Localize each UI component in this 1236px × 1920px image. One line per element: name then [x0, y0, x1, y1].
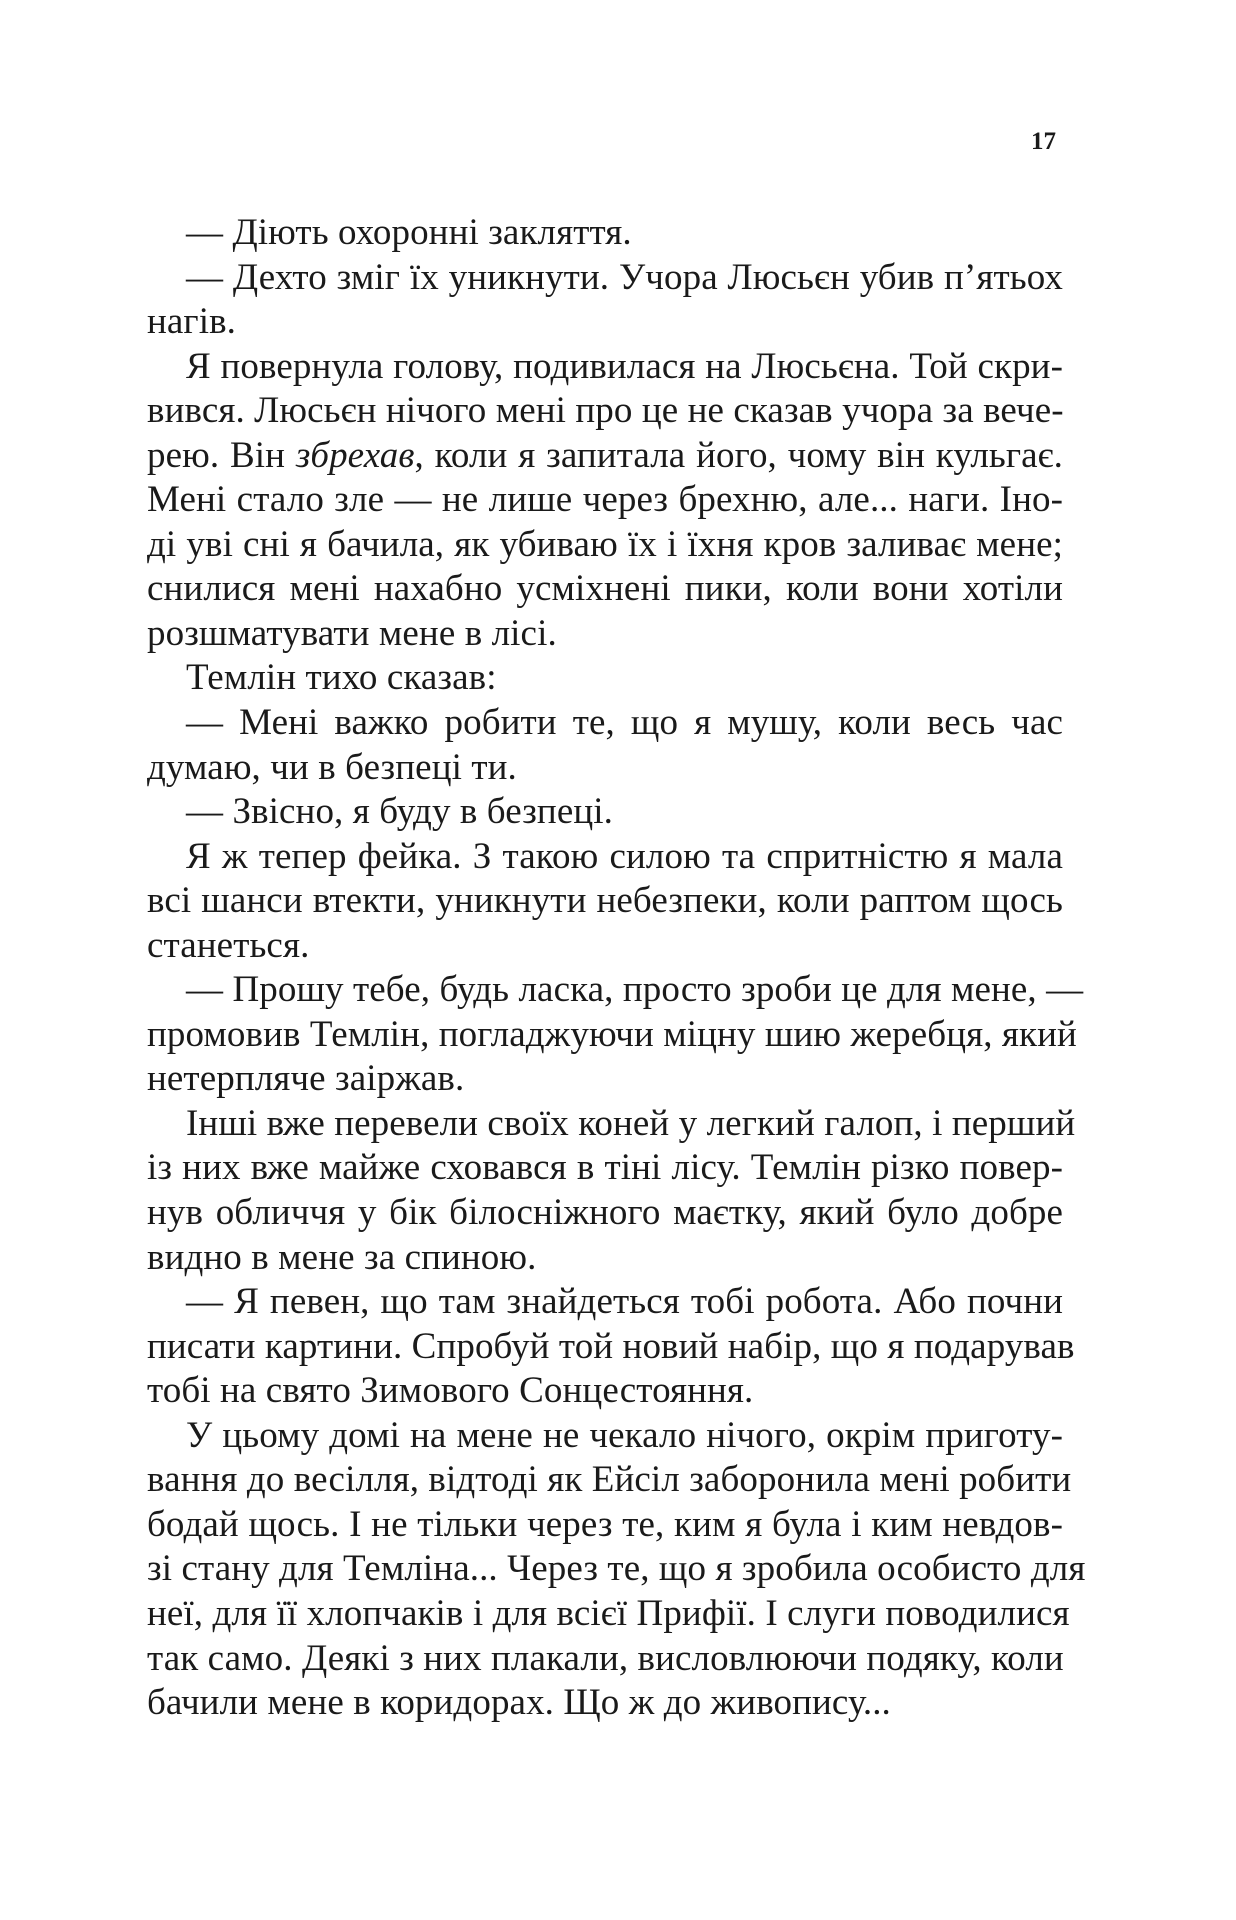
- text-line: — Діють охоронні закляття.: [186, 212, 632, 253]
- text-segment: , коли я запитала його, чому він кульгає.: [414, 434, 1063, 476]
- text-line: писати картини. Спробуй той новий набір, що я подарував: [147, 1325, 1075, 1367]
- text-line: — Мені важко робити те, що я мушу, коли весь час: [186, 702, 1063, 744]
- text-line: бодай щось. І не тільки через те, ким я була і ким невдов-: [147, 1503, 1063, 1545]
- text-line: Інші вже перевели своїх коней у легкий галоп, і перший: [186, 1102, 1076, 1144]
- text-line: вання до весілля, відтоді як Ейсіл заборонила мені робити: [147, 1459, 1072, 1501]
- text-line: нетерпляче заіржав.: [147, 1058, 465, 1100]
- text-line: — Дехто зміг їх уникнути. Учора Люсьєн убив п’ятьох: [186, 256, 1063, 298]
- text-line: Мені стало зле — не лише через брехню, але... наги. Іно-: [147, 479, 1063, 521]
- text-line: нагів.: [147, 301, 236, 343]
- text-line: ді уві сні я бачила, як убиваю їх і їхня кров заливає мене;: [147, 523, 1063, 565]
- text-line: Я повернула голову, подивилася на Люсьєна. Той скри-: [186, 345, 1063, 387]
- text-line: тобі на свято Зимового Сонцестояння.: [147, 1370, 754, 1412]
- page-number: 17: [1031, 128, 1056, 155]
- text-line: Темлін тихо сказав:: [186, 657, 497, 699]
- text-line: всі шанси втекти, уникнути небезпеки, коли раптом щось: [147, 880, 1063, 922]
- text-line: із них вже майже сховався в тіні лісу. Темлін різко повер-: [147, 1147, 1063, 1189]
- text-line: розшматувати мене в лісі.: [147, 612, 557, 654]
- text-line: зі стану для Темліна... Через те, що я зробила особисто для: [147, 1548, 1086, 1590]
- text-line: неї, для її хлопчаків і для всієї Прифії. І слуги поводилися: [147, 1592, 1070, 1634]
- text-line: [147, 434, 1063, 479]
- text-segment: рею. Він: [147, 434, 296, 476]
- text-line: так само. Деякі з них плакали, висловлюючи подяку, коли: [147, 1637, 1064, 1679]
- text-line: — Прошу тебе, будь ласка, просто зроби це для мене, —: [186, 969, 1084, 1011]
- text-line: Я ж тепер фейка. З такою силою та спритністю я мала: [186, 835, 1063, 877]
- emphasis-text: збрехав: [295, 434, 415, 476]
- text-line: — Я певен, що там знайдеться тобі робота. Або почни: [186, 1281, 1063, 1323]
- text-line: нув обличчя у бік білосніжного маєтку, який було добре: [147, 1192, 1063, 1234]
- text-line: промовив Темлін, погладжуючи міцну шию жеребця, який: [147, 1013, 1077, 1055]
- text-line: У цьому домі на мене не чекало нічого, окрім приготу-: [186, 1414, 1063, 1456]
- text-line: — Звісно, я буду в безпеці.: [186, 791, 613, 833]
- text-line: бачили мене в коридорах. Що ж до живопису...: [147, 1682, 891, 1724]
- text-line: снилися мені нахабно усміхнені пики, коли вони хотіли: [147, 568, 1063, 610]
- text-line: видно в мене за спиною.: [147, 1236, 537, 1278]
- text-line: думаю, чи в безпеці ти.: [147, 746, 517, 788]
- text-line: вився. Люсьєн нічого мені про це не сказав учора за вече-: [147, 390, 1064, 432]
- body-text: [147, 211, 1086, 1726]
- text-line: станеться.: [147, 924, 310, 966]
